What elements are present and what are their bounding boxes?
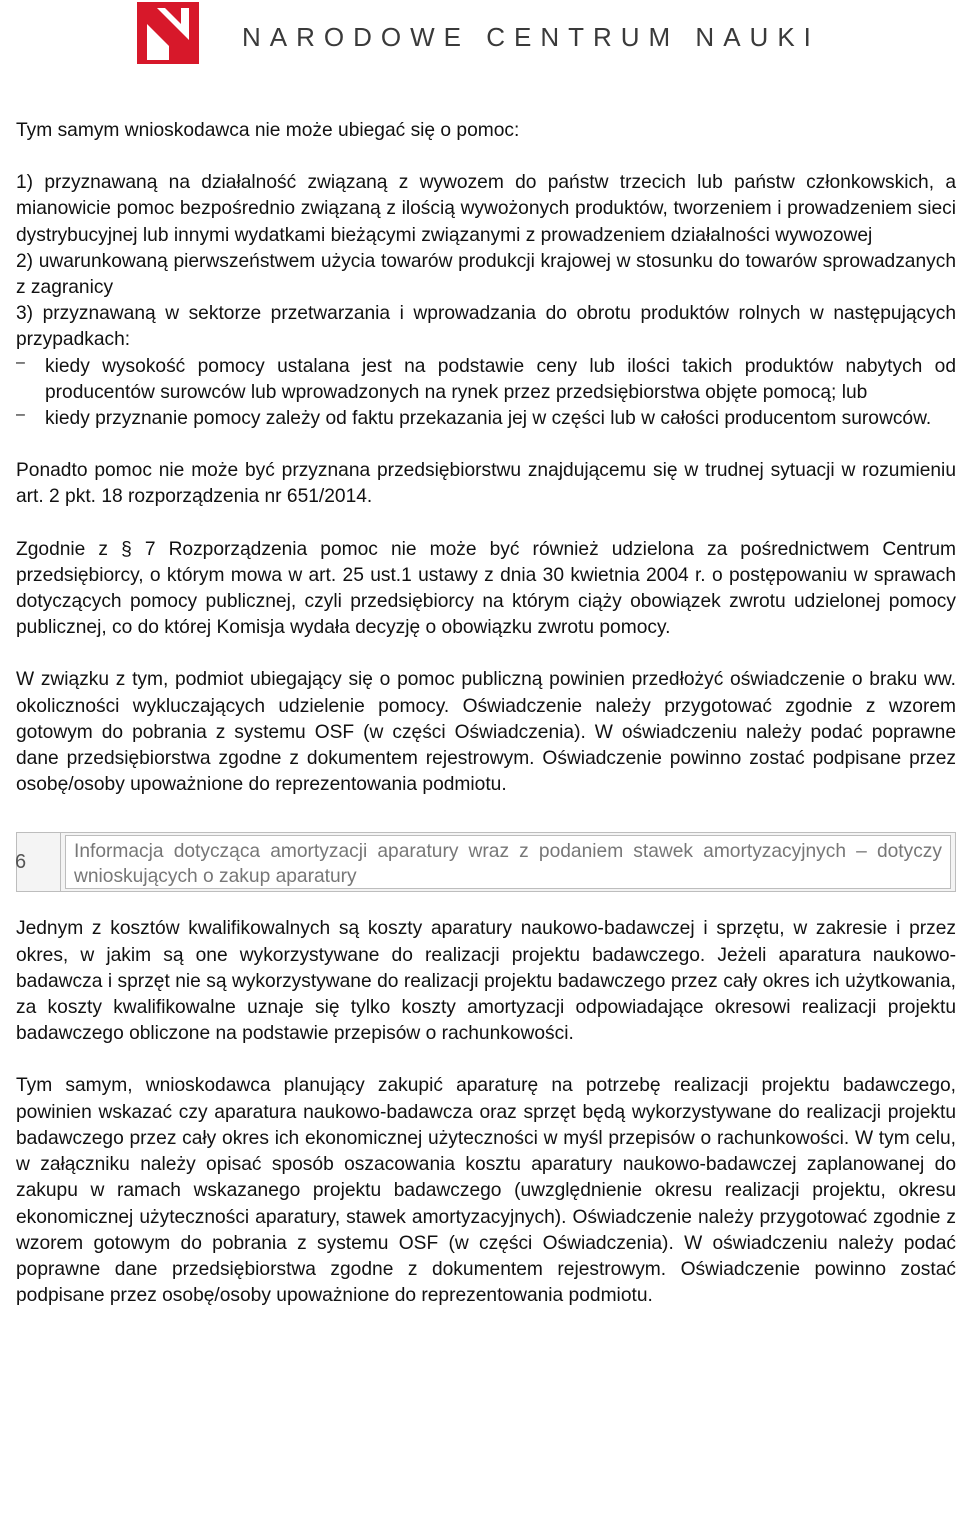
dash-bullet: –	[16, 353, 25, 371]
section-number: 6	[17, 833, 61, 891]
section-title: Informacja dotycząca amortyzacji aparatury wraz z podaniem stawek amortyzacyjnych – dotyczy wnioskujących o zakup aparatury	[74, 841, 942, 888]
section-header-6	[16, 832, 956, 892]
paragraph-difficulty: Ponadto pomoc nie może być przyznana przedsiębiorstwu znajdującemu się w trudnej sytuacji w rozumieniu art. 2 pkt. 18 rozporządzenia nr 651/2014.	[16, 460, 956, 508]
paragraph-equipment: Tym samym, wnioskodawca planujący zakupić aparaturę na potrzebę realizacji projektu badawczego, powinien wskazać czy aparatura naukowo-badawcza oraz sprzęt będą wykorzystywane do realizacji projektu badawczego przez cały okres ich ekonomicznej użyteczności w myśl przepisów o rachunkowości. W tym celu, w załączniku należy opisać sposób oszacowania kosztu aparatury naukowo-badawczej zaplanowanej do zakupu w ramach wskazanego projektu badawczego (uwzględnienie okresu realizacji projektu, okresu ekonomicznej użyteczności aparatury, stawek amortyzacyjnych). Oświadczenie należy przygotować zgodnie z wzorem gotowym do pobrania z systemu OSF (w części Oświadczenia). W oświadczeniu należy podać poprawne dane przedsiębiorstwa zgodne z dokumentem rejestrowym. Oświadczenie powinno zostać podpisane przez osobę/osoby upoważnione do reprezentowania podmiotu.	[16, 1075, 956, 1307]
intro-paragraph: Tym samym wnioskodawca nie może ubiegać się o pomoc:	[16, 120, 520, 141]
section-title-box	[65, 835, 951, 889]
dash-text: kiedy przyznanie pomocy zależy od faktu przekazania jej w części lub w całości producentom surowców.	[45, 408, 932, 430]
ncn-logo-icon	[137, 2, 199, 64]
paragraph-section7: Zgodnie z § 7 Rozporządzenia pomoc nie może być również udzielona za pośrednictwem Centrum przedsiębiorcy, o którym mowa w art. 25 ust.1 ustawy z dnia 30 kwietnia 2004 r. o postępowaniu w sprawach dotyczących pomocy publicznej, czyli przedsiębiorcy na którym ciąży obowiązek zwrotu udzielonej pomocy publicznej, co do której Komisja wydała decyzję o obowiązku zwrotu pomocy.	[16, 538, 956, 639]
organization-name: NARODOWE CENTRUM NAUKI	[242, 22, 820, 52]
dash-list-item	[16, 406, 956, 432]
dash-list-item	[16, 354, 956, 406]
paragraph-statement: W związku z tym, podmiot ubiegający się o pomoc publiczną powinien przedłożyć oświadczenie o braku ww. okoliczności wykluczających udzielenie pomocy. Oświadczenie należy przygotować zgodnie z wzorem gotowym do pobrania z systemu OSF (w części Oświadczenia). W oświadczeniu należy podać poprawne dane przedsiębiorstwa zgodne z dokumentem rejestrowym. Oświadczenie powinno zostać podpisane przez osobę/osoby upoważnione do reprezentowania podmiotu.	[16, 669, 956, 796]
list-item: 1) przyznawaną na działalność związaną z wywozem do państw trzecich lub państw członkowskich, a mianowicie pomoc bezpośrednio związaną z ilością wywożonych produktów, tworzeniem i prowadzeniem sieci dystrybucyjnej lub innymi wydatkami bieżącymi związanymi z prowadzeniem działalności wywozowej	[16, 172, 956, 246]
page-header	[0, 0, 960, 70]
dash-bullet: –	[16, 406, 25, 424]
paragraph-eligible-costs: Jednym z kosztów kwalifikowalnych są koszty aparatury naukowo-badawczej i sprzętu, w zakresie i przez okres, w jakim są one wykorzystywane do realizacji projektu badawczego. Jeżeli aparatura naukowo-badawcza i sprzęt nie są wykorzystywane do realizacji projektu badawczego przez cały okres ich użytkowania, za koszty kwalifikowalne uznaje się tylko koszty amortyzacji odpowiadające okresowi realizacji projektu badawczego obliczone na podstawie przepisów o rachunkowości.	[16, 918, 956, 1045]
dash-text: kiedy wysokość pomocy ustalana jest na podstawie ceny lub ilości takich produktów nabytych od producentów surowców lub wprowadzonych na rynek przez przedsiębiorstwa objęte pomocą; lub	[45, 355, 956, 403]
document-body	[16, 118, 956, 1309]
list-item: 2) uwarunkowaną pierwszeństwem użycia towarów produkcji krajowej w stosunku do towarów sprowadzanych z zagranicy	[16, 250, 956, 299]
list-item: 3) przyznawaną w sektorze przetwarzania i wprowadzania do obrotu produktów rolnych w następujących przypadkach:	[16, 303, 956, 351]
